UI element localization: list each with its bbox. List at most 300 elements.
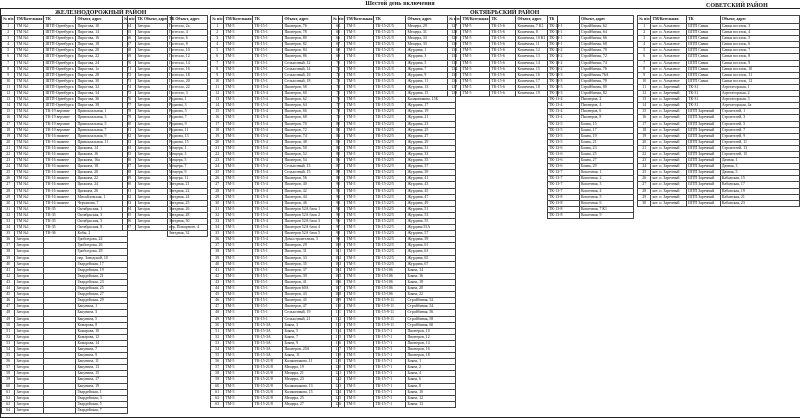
cell-boiler: ТМ №1	[15, 48, 44, 54]
cell-num: 117	[332, 346, 345, 352]
cell-num: 13	[2, 97, 15, 103]
cell-tk: ТК-15-4	[253, 145, 283, 151]
cell-num: 23	[211, 158, 224, 164]
cell-boiler: кот. п. Заречный	[651, 188, 687, 194]
cell-address: Журдина, 25	[406, 127, 456, 133]
cell-tk: ТК-15-1	[253, 36, 283, 42]
cell-address: Журдина, 51	[406, 206, 456, 212]
cell-boiler: Заторск	[15, 255, 44, 261]
cell-boiler: ТМ-5	[224, 219, 253, 225]
cell-address: Журдина 55А	[406, 225, 456, 231]
cell-address: Журдина, 17	[406, 103, 456, 109]
cell-tk: ТК-19 верхние	[44, 109, 76, 115]
header-row	[548, 16, 634, 24]
cell-tk: ШТП Заречный	[687, 133, 721, 139]
cell-tk_address: Гастелло, 10	[168, 48, 208, 54]
cell-tk: ТК-15-7-1	[374, 340, 406, 346]
cell-address: Стройбиная 76А	[580, 72, 634, 78]
cell-num: 24	[638, 164, 651, 170]
cell-tk: ТК-15-9-11	[374, 316, 406, 322]
cell-address: Пирогова, 28	[76, 72, 128, 78]
cell-address: Сельхозный, 18	[283, 78, 339, 84]
cell-tk: ТК-15-21/5	[374, 30, 406, 36]
cell-address: Привокзальная, 1	[76, 109, 128, 115]
cell-num: 12	[2, 91, 15, 97]
cell-boiler: ТМ-5	[224, 243, 253, 249]
cell-num: 89	[123, 176, 136, 182]
cell-boiler: Заторск	[15, 279, 44, 285]
cell-tk: ТК-16 нижнее	[44, 139, 76, 145]
cell-num: 47	[211, 304, 224, 310]
cell-boiler: ТМ №1	[15, 188, 44, 194]
cell-tk_address: Заторск	[136, 133, 172, 139]
cell-address: Стройбиная, 58	[406, 316, 456, 322]
cell-address: Строителей, 11	[720, 139, 799, 145]
cell-boiler: ТМ-5	[345, 225, 374, 231]
cell-boiler: ТМ-5	[345, 200, 374, 206]
cell-address: Пионеров, 48	[283, 139, 339, 145]
cell-tk_address: Мещера, 9	[168, 170, 208, 176]
table-row	[2, 407, 128, 413]
cell-address: Бояна, 4	[406, 371, 456, 377]
cell-boiler: ТМ-5	[224, 91, 253, 97]
table-row	[638, 200, 800, 206]
cell-address: Калашникова, 11	[283, 359, 339, 365]
cell-num: 11	[211, 84, 224, 90]
cell-address: Бояна, 2	[406, 365, 456, 371]
cell-boiler: ТМ-5	[224, 170, 253, 176]
cell-boiler: ТМ-5	[224, 377, 253, 383]
cell-address: Ципкина, 20	[76, 170, 128, 176]
cell-tk: ТК-15-3А	[253, 328, 283, 334]
cell-tk: ТК-15-4	[253, 231, 283, 237]
cell-address: Пионеров, 58	[283, 84, 339, 90]
cell-tk_address: Гастелло, 18	[168, 72, 208, 78]
cell-address: Гвардейская, 27	[76, 292, 128, 298]
cell-tk_address: Заторск	[136, 66, 172, 72]
cell-address: Гвардейская, 5	[76, 401, 128, 407]
cell-num: 66	[123, 36, 136, 42]
cell-boiler: ТМ-5	[224, 145, 253, 151]
cell-address: Строителей, 9	[720, 133, 799, 139]
cell-num: 42	[211, 273, 224, 279]
cell-tk: ТК-13-6	[548, 151, 580, 157]
cell-boiler: кот. п. Заречный	[651, 158, 687, 164]
cell-tk: ТК-16 нижнее	[44, 145, 76, 151]
cell-num: 114	[332, 328, 345, 334]
cell-num: 40	[211, 261, 224, 267]
cell-boiler: ТМ-5	[224, 231, 253, 237]
cell-tk: ТК-15-1	[253, 267, 283, 273]
cell-address: Бояна, 6	[406, 377, 456, 383]
cell-tk: ТК-15-4	[253, 97, 283, 103]
cell-address: Стройбиная, 76	[580, 66, 634, 72]
cell-boiler: ТМ-5	[224, 127, 253, 133]
cell-tk: ТК-15-1	[253, 273, 283, 279]
cell-num: 4	[211, 42, 224, 48]
cell-tk_address: Гастелло, 14	[168, 60, 208, 66]
cell-num: 108	[332, 292, 345, 298]
cell-boiler: кот. п. Заречный	[651, 200, 687, 206]
cell-num: 88	[123, 170, 136, 176]
cell-num: 122	[332, 377, 345, 383]
cell-tk_address: Заторск	[136, 48, 172, 54]
cell-num: 78	[332, 109, 345, 115]
cell-tk: ТК-31	[687, 97, 721, 103]
cell-num: 83	[123, 139, 136, 145]
cell-num: 18	[211, 127, 224, 133]
cell-boiler: ТМ-5	[345, 24, 374, 30]
cell-address: Стройбиная, 70	[580, 48, 634, 54]
cell-boiler: ТМ-5	[224, 48, 253, 54]
cell-tk: ТК-15-22/5	[374, 109, 406, 115]
cell-address: Пионеров, 40	[283, 182, 339, 188]
cell-address: Журдина, 35	[406, 158, 456, 164]
cell-tk_address: Гастелло, 4	[168, 30, 208, 36]
cell-boiler: ТМ-5	[461, 78, 490, 84]
cell-boiler: ТМ-5	[224, 212, 253, 218]
cell-address: Кабанская, 15	[720, 176, 799, 182]
cell-num: 19	[638, 133, 651, 139]
cell-tk: ТК-15-6	[490, 54, 516, 60]
cell-boiler: кот. п. Алмазное	[651, 36, 687, 42]
cell-address: Октябрьская, 8	[76, 225, 128, 231]
cell-num: 15	[211, 109, 224, 115]
cell-tk: ТК-15-4	[253, 121, 283, 127]
cell-address: Сельхозный, 14	[283, 66, 339, 72]
cell-boiler: Заторск	[15, 316, 44, 322]
cell-boiler: ТМ №1	[15, 194, 44, 200]
cell-boiler: ТМ-5	[345, 36, 374, 42]
cell-address: Пионеров, 78	[283, 30, 339, 36]
cell-boiler: ТМ-5	[461, 91, 490, 97]
cell-address: Стройбиная, 52	[406, 298, 456, 304]
cell-tk: ТК-15-1	[253, 42, 283, 48]
cell-tk: ТК-15-6	[490, 48, 516, 54]
cell-num: 63	[2, 401, 15, 407]
cell-num: 70	[332, 60, 345, 66]
cell-tk_address: Гастелло, 8	[168, 42, 208, 48]
cell-address: Ципкина, 24	[76, 182, 128, 188]
cell-tk: ТК-15-9-11	[374, 310, 406, 316]
cell-num: 125	[332, 395, 345, 401]
cell-address: Пионеров, 6	[580, 109, 634, 115]
cell-num: 72	[332, 72, 345, 78]
cell-address: Бакунина, 13	[76, 365, 128, 371]
cell-boiler: ТМ-5	[224, 334, 253, 340]
cell-num: 17	[211, 121, 224, 127]
cell-boiler: ТМ-5	[224, 103, 253, 109]
cell-tk: ТК-13-7	[548, 188, 580, 194]
cell-boiler: ТМ-5	[345, 334, 374, 340]
cell-num: 26	[211, 176, 224, 182]
cell-tk_address: Заторск	[136, 182, 172, 188]
cell-boiler: ТМ-5	[224, 249, 253, 255]
cell-num: 37	[211, 243, 224, 249]
cell-address: Савки поселок, 6	[720, 42, 799, 48]
cell-num: 88	[332, 170, 345, 176]
cell-num: 19	[211, 133, 224, 139]
cell-num: 97	[332, 225, 345, 231]
cell-boiler: ТМ-5	[224, 304, 253, 310]
cell-num: 98	[332, 231, 345, 237]
cell-address: Савки поселок, 11	[720, 72, 799, 78]
cell-address: Привокзальная, 11	[76, 139, 128, 145]
cell-address: Стройбиная, 60	[406, 322, 456, 328]
cell-tk: ТК-15-1	[253, 66, 283, 72]
cell-boiler: ТМ №1	[15, 115, 44, 121]
cell-boiler: кот. п. Заречный	[651, 97, 687, 103]
cell-boiler: ТМ-5	[224, 115, 253, 121]
cell-num: 73	[332, 78, 345, 84]
cell-tk_address: Заторск	[136, 24, 172, 30]
cell-tk: ШТП-Оренбурга	[44, 48, 76, 54]
cell-num: 37	[2, 243, 15, 249]
cell-boiler: ТМ-5	[224, 72, 253, 78]
cell-address: Пионеров, 10	[406, 328, 456, 334]
cell-num: 62	[2, 395, 15, 401]
cell-address: Пирогова, 18	[76, 42, 128, 48]
cell-num: 20	[211, 139, 224, 145]
cell-address: Дачная, 3	[720, 164, 799, 170]
cell-num: 38	[2, 249, 15, 255]
cell-boiler: ТМ-5	[224, 371, 253, 377]
cell-address: Агрегаторская, 2	[720, 91, 799, 97]
cell-address: Кошечная, 16	[516, 72, 558, 78]
cell-boiler: ТМ-5	[345, 261, 374, 267]
cell-num: 57	[2, 365, 15, 371]
cell-tk: ШТП Савки	[687, 42, 721, 48]
cell-num: 138	[448, 91, 461, 97]
cell-boiler: ТМ-5	[345, 72, 374, 78]
column-header-boiler: ТМ/Котельная	[651, 16, 687, 24]
cell-tk: ТК-31	[687, 103, 721, 109]
cell-tk_address: Заторск	[136, 103, 172, 109]
cell-address: Бояна, 5	[283, 328, 339, 334]
cell-boiler: ТМ-5	[345, 273, 374, 279]
cell-tk: ШТП Савки	[687, 30, 721, 36]
cell-boiler: ТМ №1	[15, 225, 44, 231]
cell-num: 24	[211, 164, 224, 170]
cell-address: Сельхозный, 13	[283, 164, 339, 170]
cell-address: Грибоедова, 24	[76, 237, 128, 243]
cell-address: Журдина, 43	[406, 182, 456, 188]
cell-boiler: Заторск	[15, 383, 44, 389]
cell-boiler: ТМ №1	[15, 42, 44, 48]
cell-address: Журдина, 59	[406, 237, 456, 243]
cell-address: Гвардейская, 19	[76, 267, 128, 273]
cell-num: 85	[332, 151, 345, 157]
cell-address: Мещера, 25	[283, 395, 339, 401]
cell-num: 47	[2, 304, 15, 310]
cell-address: Журдина, 37	[406, 164, 456, 170]
cell-address: Журдина, 27	[406, 133, 456, 139]
cell-num: 34	[211, 225, 224, 231]
cell-num: 113	[332, 322, 345, 328]
cell-num: 116	[332, 340, 345, 346]
cell-boiler: кот. п. Алмазное	[651, 78, 687, 84]
cell-tk: ТК-19 верхние	[44, 121, 76, 127]
cell-address: Пионеров, 56	[283, 176, 339, 182]
section-table-zhd-2	[122, 15, 172, 231]
cell-boiler: ТМ-5	[345, 145, 374, 151]
cell-tk: ТК-15-21/5	[374, 91, 406, 97]
cell-tk_address: Заторск	[136, 36, 172, 42]
cell-boiler: ТМ-5	[345, 395, 374, 401]
cell-num: 12	[211, 91, 224, 97]
cell-boiler: ТМ-5	[345, 353, 374, 359]
cell-address: Гвардейская, 23	[76, 279, 128, 285]
cell-address: Пионеров, 86	[283, 54, 339, 60]
cell-address: Пирогова, 22	[76, 54, 128, 60]
cell-address: Пионеров, 80	[283, 36, 339, 42]
cell-num: 27	[2, 182, 15, 188]
cell-num: 26	[2, 176, 15, 182]
cell-tk: ШТП Заречный	[687, 145, 721, 151]
cell-tk: ТК-15-3А	[253, 340, 283, 346]
cell-num: 94	[123, 206, 136, 212]
cell-num: 73	[123, 78, 136, 84]
cell-boiler: ТМ-5	[224, 84, 253, 90]
cell-tk: ШТП-Оренбурга	[44, 91, 76, 97]
cell-address: Ципкина, 16	[76, 151, 128, 157]
cell-address: Бояна, 10	[406, 389, 456, 395]
cell-tk: ТК-15-6	[490, 42, 516, 48]
cell-tk: ТК-15-21/5	[374, 72, 406, 78]
cell-tk: ТК-15-4	[253, 84, 283, 90]
cell-address: Савки поселок, 9	[720, 60, 799, 66]
cell-tk: ТК-31	[687, 91, 721, 97]
cell-tk: ШТП Заречный	[687, 188, 721, 194]
cell-num: 97	[123, 225, 136, 231]
cell-address: Пирогова, 30	[76, 78, 128, 84]
table-row	[448, 91, 558, 97]
header-row	[448, 16, 558, 24]
column-header-boiler: ТМ/Котельная	[224, 16, 253, 24]
cell-tk: ТК-15-1	[253, 60, 283, 66]
cell-boiler: ТМ-5	[345, 103, 374, 109]
cell-address: Мещера, 29	[406, 24, 456, 30]
cell-boiler: ТМ-5	[224, 273, 253, 279]
cell-address: Бакунина, 11	[76, 359, 128, 365]
cell-tk: ТК-15-4	[253, 151, 283, 157]
cell-tk: ШТП-Оренбурга	[44, 78, 76, 84]
cell-boiler: ТМ-5	[224, 66, 253, 72]
cell-num: 27	[638, 182, 651, 188]
cell-address: Пионеров, 43	[283, 292, 339, 298]
cell-boiler: ТМ-5	[345, 322, 374, 328]
cell-tk: ТК-13-4	[548, 115, 580, 121]
cell-tk: ТК-15-21/8	[253, 383, 283, 389]
cell-num: 102	[332, 255, 345, 261]
cell-tk_address: Родиона, 9	[168, 121, 208, 127]
cell-tk: ТК-15-22/5	[374, 170, 406, 176]
cell-address: Пирогова, 10	[76, 24, 128, 30]
cell-num: 135	[448, 72, 461, 78]
cell-address: Пирогова, 36	[76, 97, 128, 103]
cell-tk: ШТП-Оренбурга	[44, 84, 76, 90]
cell-boiler: Заторск	[15, 298, 44, 304]
cell-tk: ТК-15-22/5	[374, 249, 406, 255]
cell-tk: ШТП Заречный	[687, 109, 721, 115]
cell-num: 59	[211, 377, 224, 383]
cell-tk: ТК-15-22/5	[374, 115, 406, 121]
cell-tk: ШТП Заречный	[687, 115, 721, 121]
cell-address: Журдина, 29	[406, 139, 456, 145]
cell-address: Октябрьская, 3	[76, 212, 128, 218]
cell-tk_address: Родиона, 15	[168, 139, 208, 145]
cell-num: 26	[638, 176, 651, 182]
cell-tk_address: Родиона, 11	[168, 127, 208, 133]
cell-address: Ципкина, 14	[76, 145, 128, 151]
cell-boiler: ТМ-5	[345, 91, 374, 97]
cell-tk: ТК-15-1	[253, 292, 283, 298]
cell-num: 25	[2, 170, 15, 176]
cell-num: 93	[123, 200, 136, 206]
cell-address: Строителей, 7	[720, 127, 799, 133]
cell-boiler: кот. п. Алмазное	[651, 54, 687, 60]
cell-tk: ТК-13-4	[548, 109, 580, 115]
cell-boiler: кот. п. Алмазное	[651, 60, 687, 66]
cell-tk: ТК-15-7-1	[374, 377, 406, 383]
cell-tk: ТК-15-21/5	[374, 54, 406, 60]
cell-num: 9	[2, 72, 15, 78]
cell-address: Гвардейская, 25	[76, 286, 128, 292]
cell-address: Бояна, 13	[406, 401, 456, 407]
cell-tk: ТК-13-8	[548, 200, 580, 206]
cell-num: 86	[123, 158, 136, 164]
cell-num: 90	[332, 182, 345, 188]
cell-boiler: ТМ-5	[224, 78, 253, 84]
cell-address: Кошечная, 13	[516, 54, 558, 60]
cell-num: 136	[448, 78, 461, 84]
cell-address: Бояна, 9	[283, 340, 339, 346]
cell-address: Кошечная, 10 К1	[516, 36, 558, 42]
cell-tk: ТК-15-3А	[253, 346, 283, 352]
cell-boiler: ТМ-5	[224, 365, 253, 371]
cell-tk_address: Заторск	[136, 176, 172, 182]
cell-tk: ТК-15-22/5	[374, 212, 406, 218]
cell-address: Бакунина, 15	[76, 371, 128, 377]
cell-num: 42	[2, 273, 15, 279]
cell-tk: ТК-13-2	[548, 66, 580, 72]
cell-boiler: Заторск	[15, 273, 44, 279]
cell-boiler: ТМ-5	[345, 237, 374, 243]
cell-address: Пионеров, 47	[283, 304, 339, 310]
section-table-zhd-1	[1, 15, 128, 414]
cell-boiler: ТМ-5	[345, 170, 374, 176]
cell-address: Агрегаторская, 3	[720, 97, 799, 103]
cell-tk_address: Звездная, 25	[168, 200, 208, 206]
cell-num: 110	[332, 304, 345, 310]
cell-tk: ТК-15-22/5	[374, 121, 406, 127]
cell-tk: ТК-15-1	[253, 304, 283, 310]
cell-tk: ТК-15-7-1	[374, 328, 406, 334]
cell-num: 74	[332, 84, 345, 90]
column-header-tk: ТК	[374, 16, 406, 24]
cell-num: 8	[211, 66, 224, 72]
cell-boiler: Заторск	[15, 310, 44, 316]
cell-num: 22	[2, 151, 15, 157]
cell-num: 3	[2, 36, 15, 42]
cell-num: 5	[638, 48, 651, 54]
cell-tk_address: Заторск	[136, 200, 172, 206]
cell-tk: ТК-15-21/5	[374, 48, 406, 54]
column-header-tk: ТК	[490, 16, 516, 24]
cell-address: Журдина, 53	[406, 212, 456, 218]
cell-boiler: кот. п. Заречный	[651, 151, 687, 157]
cell-address: Пионеров, 46	[283, 200, 339, 206]
